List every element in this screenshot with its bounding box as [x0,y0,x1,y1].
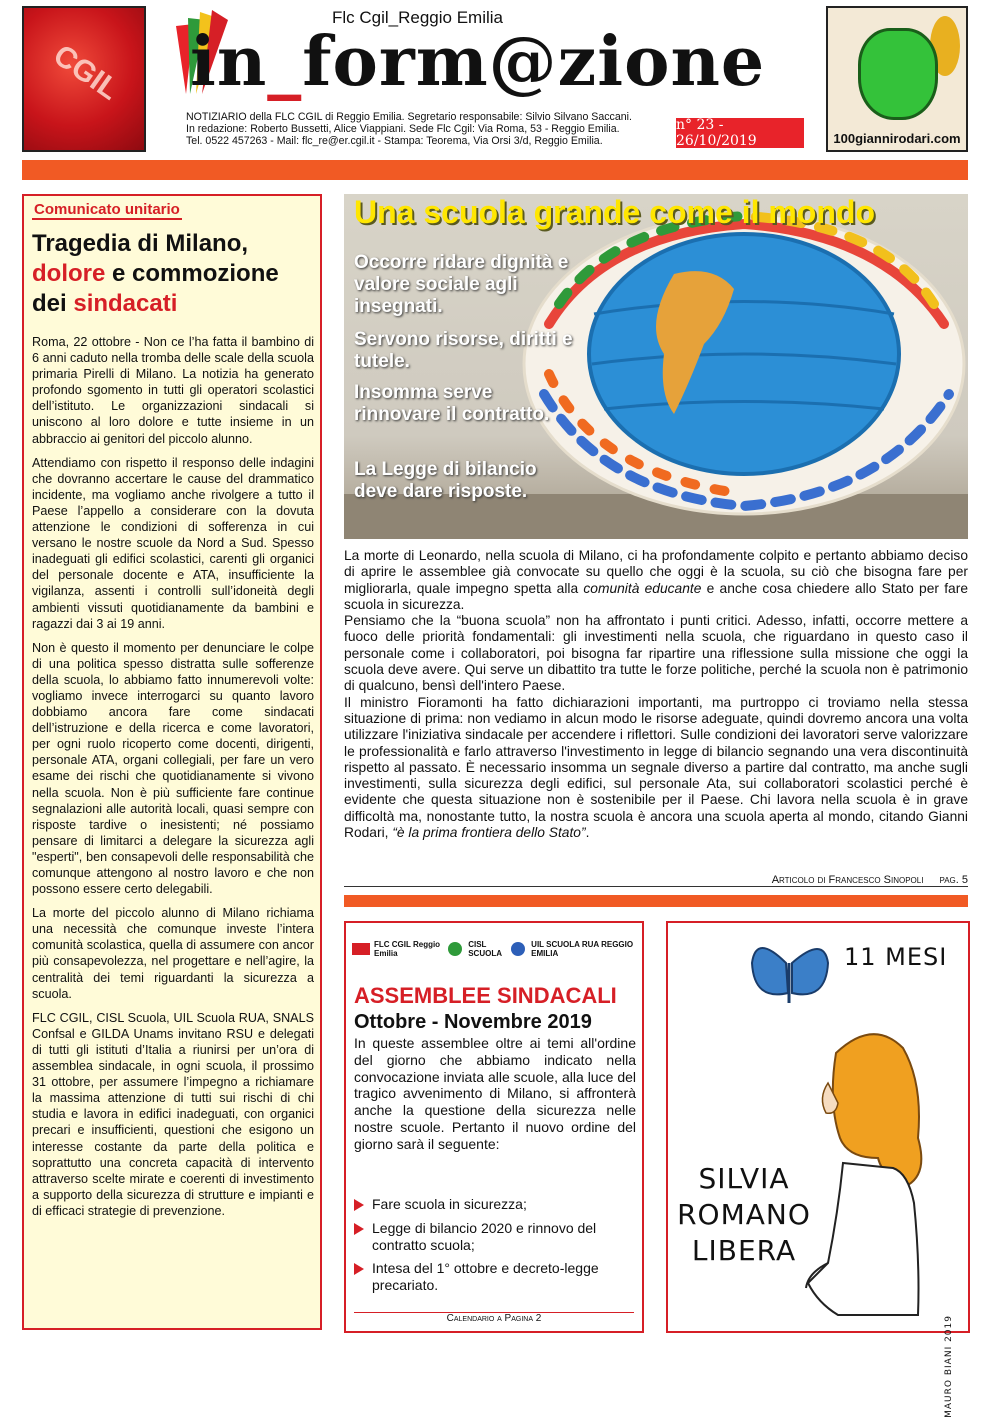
artist-signature: MAURO BIANI 2019 [944,1315,954,1418]
slogan-line: LIBERA [691,1234,797,1267]
headline-line [32,259,312,289]
assemblee-text: In queste assemblee oltre ai temi all'ordine del giorno che abbiamo indicato nella convocazione inviata alle scuole, alla luce del tragico avvenimento di Milano, si affronterà anche la questione della sicurezza nelle nostre scuole. Pertanto il nuovo ordine del giorno sarà il seguente: [354,1035,636,1152]
masthead-top-label: Flc Cgil_Reggio Emilia [332,8,504,27]
paragraph-text: e anche cosa chiedere allo Stato per fare scuola in sicurezza. [344,580,969,612]
union-logos [352,930,636,968]
paragraph-text: La morte di Leonardo, nella scuola di Milano, ci ha profondamente colpito e pertanto abbiamo deciso di aprire le assemblee già convocate su quello che oggi è la scuola, su ciò che bisogna fare per migliorarla, quale impegno spetta alla [344,548,968,596]
logo-label: CISL SCUOLA [468,940,502,958]
headline-accent: sindacati [73,290,178,317]
byline-author: Articolo di Francesco Sinopoli [771,874,924,886]
hero-callout: La Legge di bilancio deve dare risposte. [354,459,537,502]
hero-callout: Insomma serve rinnovare il contratto. [354,382,550,425]
left-article-body [32,334,314,1227]
hero-callout: Occorre ridare dignità e valore sociale agli insegnati. [354,252,569,317]
agenda-list [354,1196,636,1301]
logo-flc-cgil [352,940,446,958]
cartoon-drawing [668,923,968,1331]
paragraph-text: Il ministro Fioramonti ha fatto dichiarazioni importanti, ma purtroppo ci troviamo nella stessa situazione di prima: non vediamo in alcun modo le risorse adeguate, quindi dovremo ancora una volta utilizzare l'iniziativa sindacale per accendere i riflettori. Sulle condizioni dei lavoratori serve valorizzare le professionalità e farlo attraverso l'investimento in legge di bilancio segnando una vera discontinuità rispetto al passato. È necessario insomma un segnale diverso a partire dal contratto, ma anche sugli investimenti, sulla sicurezza degli edifici, sul personale Ata, sui collaboratori scolastici perché è evidente che questa situazione non è sostenibile per il Paese. Chi lavora nella scuola è in grave difficoltà ma, nonostante tutto, la nostra scuola è ancora una scuola aperta al mondo, citando Gianni Rodari, [344,694,968,841]
article-paragraph: FLC CGIL, CISL Scuola, UIL Scuola RUA, SNALS Confsal e GILDA Unams invitano RSU e delegati di tutti gli istituti d’Italia a riunirsi per un’ora di assemblea sindacale, in ogni scuola, il prossimo 31 ottobre, per assumere l’impegno a richiamare la massima attenzione di tutti sui rischi di chi studia e lavora in edifici inadeguati, con organici precari e insufficienti, questioni che esigono un interesse costante da parte della politica e soprattutto una concreta capacità di intervento attraverso scelte mirate e coerenti di investimento a supporto della sicurezza di strutture e impianti e di efficaci strategie di prevenzione. [32,1010,314,1218]
logo-cisl [446,940,509,958]
calendar-reference[interactable]: Calendario a Pagina 2 [354,1312,634,1324]
butterfly-icon [752,948,828,1003]
list-item [354,1220,636,1254]
flag-text: CGIL [47,38,125,107]
assemblee-title: ASSEMBLEE SINDACALI [354,983,617,1008]
hero-callout: Servono risorse, diritti e tutele. [354,329,573,372]
page-reference[interactable]: pag. 5 [939,874,968,886]
bullet-arrow-icon [354,1223,364,1235]
list-item-text: Fare scuola in sicurezza; [372,1196,527,1212]
header-divider-bar [22,160,968,180]
article-paragraph: Attendiamo con rispetto il responso delle indagini che dovranno accertare le cause del drammatico incidente, ma vogliamo anche rivolgere a tutto il Paese l’appello a considerare con la dovuta attenzione le condizioni di sofferenza in cui versano le nostre scuole da Nord a Sud. Spesso inadeguati gli edifici scolastici, carenti gli organici del personale docente e ATA, insufficiente la vigilanza, assenti i controlli sull’idoneità degli ambienti vissuti quotidianamente da bambini e ragazzi dai 3 ai 19 anni. [32,455,314,631]
list-item [354,1260,636,1294]
portrait-face [858,28,938,120]
slogan-line: SILVIA [698,1162,790,1195]
section-divider-bar [344,895,968,907]
left-headline [32,229,312,319]
slogan-line: ROMANO [677,1198,811,1231]
article-paragraph: La morte del piccolo alunno di Milano richiama una necessità che comunque investe l’intera comunità scolastica, quella di assumere con ancor più consapevolezza, nel progettare e nell’agire, la centralità dei temi riguardanti la sicurezza a scuola. [32,906,314,1001]
list-item [354,1196,636,1213]
redaction-line: In redazione: Roberto Bussetti, Alice Viappiani. Sede Flc Cgil: Via Roma, 53 - Reggio Emilia. [186,122,620,135]
list-item-text: Intesa del 1° ottobre e decreto-legge precariato. [372,1260,599,1294]
masthead-main: form@zione [302,22,766,102]
silvia-romano-cartoon [666,921,970,1418]
uil-logo-icon [509,941,527,957]
logo-label: UIL SCUOLA RUA REGGIO EMILIA [531,940,634,958]
article-paragraph: Roma, 22 ottobre - Non ce l’ha fatta il bambino di 6 anni caduto nella tromba delle scale della scuola primaria Pirelli di Milano. La notizia ha generato profondo sgomento in tutti gli operatori scolastici dell’istituto. Le organizzazioni sindacali si uniscono al loro dolore e tutte insieme in un abbraccio ai genitori del piccolo alunno. [32,335,314,446]
masthead-title [190,22,765,102]
list-item-text: Legge di bilancio 2020 e rinnovo del contratto scuola; [372,1219,597,1253]
headline-line [32,289,312,319]
issue-badge: n° 23 - 26/10/2019 [676,118,804,148]
cisl-logo-icon [446,941,464,957]
masthead-prefix: in [190,22,268,102]
redaction-info [186,112,666,147]
redaction-line: NOTIZIARIO della FLC CGIL di Reggio Emilia. Segretario responsabile: Silvio Silvano Saccani. [186,111,632,123]
cartoon-slogan [676,1161,812,1269]
logo-label: FLC CGIL Reggio Emilia [374,940,441,958]
paragraph-text: . [585,825,590,841]
redaction-line: Tel. 0522 457263 - Mail: flc_re@er.cgil.it - Stampa: Teorema, Via Orsi 3/d, Reggio Emilia. [186,134,603,147]
flc-logo-icon [352,941,370,957]
rodari-portrait [826,6,968,152]
hero-title: Una scuola grande come il mondo [354,194,875,230]
headline-text: e commozione [105,260,279,287]
assemblee-subtitle: Ottobre - Novembre 2019 [354,1011,592,1033]
article-paragraph [344,548,968,613]
cgil-flag-photo [22,6,146,152]
masthead-separator: _ [267,22,303,102]
rodari-caption[interactable]: 100giannirodari.com [833,131,961,146]
article-paragraph [344,695,968,842]
headline-text: dei [32,290,74,317]
bullet-arrow-icon [354,1263,364,1275]
emphasis-text: comunità educante [583,580,702,596]
main-article-body [344,548,968,841]
headline-line: Tragedia di Milano, [32,230,249,257]
article-paragraph: Non è questo il momento per denunciare le colpe di una politica spesso distratta sulle sofferenze della scuola, lo abbiamo fatto innumerevoli volte: vogliamo invece interrogarci su quanto lavoro dobbiamo ancora fare come sindacati dell’istruzione e della ricerca e come lavoratori, per ogni ruolo ricoperto come docenti, dirigenti, personale ATA, organi collegiali, per fare un vero esame dei rischi che quotidianamente si vivono nella scuola. Non è più sufficiente fare continue segnalazioni alle autorità locali, quasi sempre con risposte tardive o inesistenti; né possiamo pensare di limitarci a delegare la sicurezza agli "esperti", ben consapevoli delle responsabilità che comunque attengono al nostro lavoro e che non possono essere certo delegabili. [32,640,314,897]
byline-wrap [772,874,968,886]
emphasis-text: “è la prima frontiera dello Stato” [392,825,586,841]
logo-uil [509,940,636,958]
article-byline [344,874,968,887]
cartoon-top-text: 11 MESI [844,943,948,971]
bullet-arrow-icon [354,1199,364,1211]
headline-accent: dolore [32,260,106,287]
article-kicker: Comunicato unitario [34,201,180,218]
article-paragraph: Pensiamo che la “buona scuola” non ha affrontato i punti critici. Adesso, infatti, occorre mettere a fuoco delle priorità fondamentali: gli investimenti nella scuola, che riguardano in questo caso il personale come i collaboratori, poi bisogna far ripartire una riflessione sulla missione che oggi la scuola deve avere. Qui serve un dibattito tra tutte le forze politiche, perché la scuola non è patrimonio di qualcuno, bensì dell'intero Paese. [344,613,968,694]
